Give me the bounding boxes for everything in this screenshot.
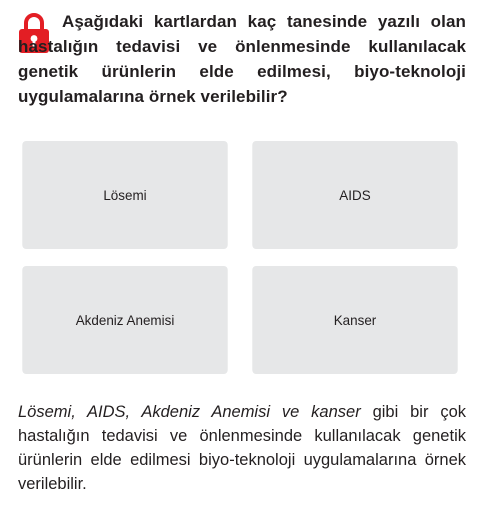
- card-label: Lösemi: [103, 187, 147, 203]
- card-aids: [252, 141, 457, 249]
- answer-explanation: gibi bir çok hastalığın tedavisi ve önlenmesinde kullanılacak genetik ürünlerin elde edilmesi biyo-teknoloji uygulamalarına örnek verilebilir.: [18, 403, 466, 493]
- question-text: Aşağıdaki kartlardan kaç tanesinde yazılı olan hastalığın tedavisi ve önlenmesinde kullanılacak genetik ürünlerin elde edilmesi, biyo-teknoloji uygulamalarına örnek verilebilir?: [18, 12, 466, 106]
- card-losemi: [22, 141, 227, 249]
- card-label: Akdeniz Anemisi: [75, 312, 175, 328]
- answer-italic-diseases: Lösemi, AIDS, Akdeniz Anemisi ve kanser: [18, 403, 361, 421]
- card-label: Kanser: [333, 312, 377, 328]
- card-akdeniz-anemisi: [22, 266, 227, 374]
- answer-text: [18, 400, 466, 496]
- card-kanser: [252, 266, 457, 374]
- card-label: AIDS: [339, 187, 371, 203]
